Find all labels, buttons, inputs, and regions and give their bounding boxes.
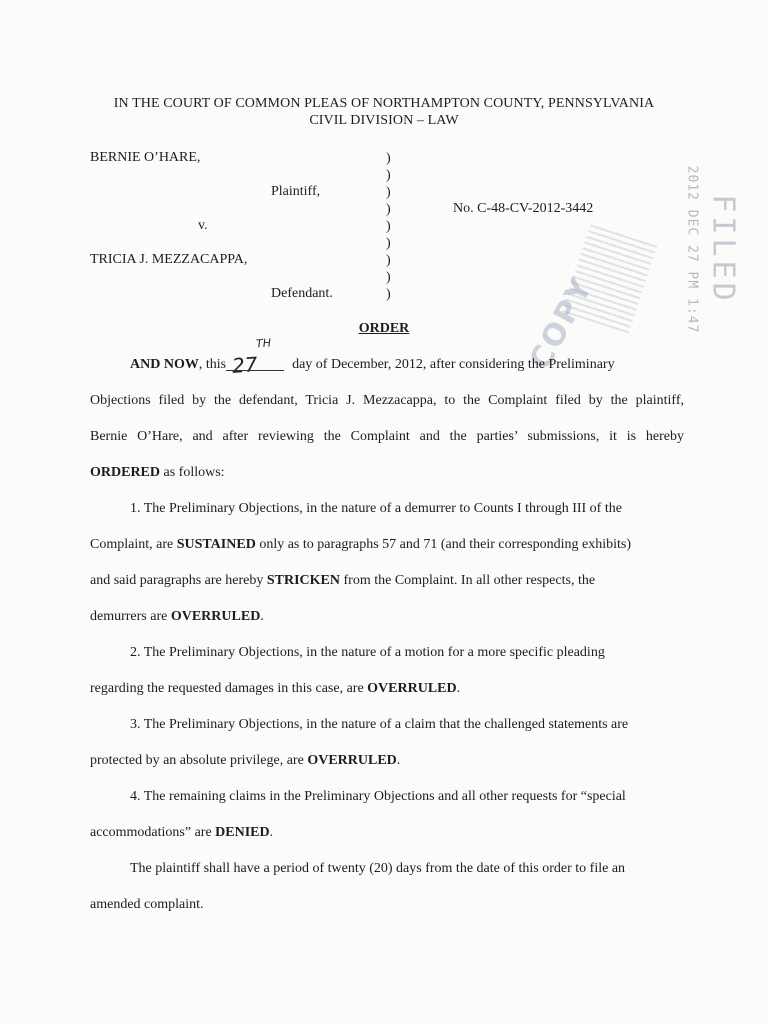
paren: ) [386, 270, 391, 285]
paren: ) [386, 202, 391, 217]
intro-text: day of December, 2012, after considering the Preliminary [292, 357, 615, 372]
plaintiff-role: Plaintiff, [271, 184, 321, 199]
p3-line-2 [90, 753, 684, 769]
p4-text: 4. The remaining claims in the Preliminary Objections and all other requests for “special [130, 789, 626, 804]
paren: ) [386, 168, 391, 183]
and-now-text: AND NOW [130, 357, 199, 372]
p1-line-1 [90, 501, 684, 517]
overruled-text: OVERRULED [307, 753, 397, 768]
paren: ) [386, 236, 391, 251]
p1-line-4 [90, 609, 684, 625]
p2-line-1 [90, 645, 684, 661]
p1-text: Complaint, are [90, 537, 177, 552]
paren: ) [386, 151, 391, 166]
p4-line-2 [90, 825, 684, 841]
p4-text: accommodations” are [90, 825, 216, 840]
defendant-role: Defendant. [271, 286, 333, 301]
closing-line-1 [90, 861, 684, 877]
p1-line-3 [90, 573, 684, 589]
p1-line-2 [90, 537, 684, 553]
p2-text: 2. The Preliminary Objections, in the nature of a motion for a more specific pleading [130, 645, 605, 660]
versus-label: v. [198, 218, 208, 233]
handwritten-day-suffix: TH [255, 336, 272, 351]
court-title: IN THE COURT OF COMMON PLEAS OF NORTHAMPTON COUNTY, PENNSYLVANIA [113, 96, 655, 111]
defendant-name: TRICIA J. MEZZACAPPA, [90, 252, 248, 267]
p1-text: 1. The Preliminary Objections, in the nature of a demurrer to Counts I through III of the [130, 501, 622, 516]
p2-text: . [456, 681, 461, 696]
p1-text: . [260, 609, 264, 624]
ordered-text: ORDERED [90, 465, 161, 480]
sustained-text: SUSTAINED [176, 537, 256, 552]
intro-text: , this [198, 357, 227, 372]
paren: ) [386, 219, 391, 234]
copy-stamp: COPY [522, 271, 601, 376]
p1-text: only as to paragraphs 57 and 71 (and their corresponding exhibits) [255, 537, 631, 552]
plaintiff-name: BERNIE O’HARE, [90, 150, 201, 165]
p2-text: regarding the requested damages in this case, are [90, 681, 368, 696]
order-title: ORDER [358, 321, 410, 336]
caption-parentheses [386, 150, 391, 303]
intro-line-2: Objections filed by the defendant, Tricia J. Mezzacappa, to the Complaint filed by the plaintiff, [90, 393, 684, 408]
intro-line-3: Bernie O’Hare, and after reviewing the Complaint and the parties’ submissions, it is hereby [90, 429, 684, 444]
overruled-text: OVERRULED [170, 609, 261, 624]
filed-stamp: FILED [705, 194, 741, 305]
closing-text: The plaintiff shall have a period of twenty (20) days from the date of this order to file an [130, 861, 626, 876]
intro-text: as follows: [160, 465, 225, 480]
paren: ) [386, 287, 391, 302]
handwritten-day: 27 [231, 352, 259, 378]
p4-text: . [269, 825, 274, 840]
p3-text: protected by an absolute privilege, are [90, 753, 308, 768]
filed-date-stamp: 2012 DEC 27 PM 1:47 [684, 165, 700, 334]
p3-line-1 [90, 717, 684, 733]
denied-text: DENIED [215, 825, 270, 840]
overruled-text: OVERRULED [367, 681, 457, 696]
p1-text: demurrers are [90, 609, 171, 624]
intro-line-4 [90, 465, 684, 481]
closing-line-2: amended complaint. [90, 897, 204, 912]
p2-line-2 [90, 681, 684, 697]
paren: ) [386, 253, 391, 268]
p1-text: and said paragraphs are hereby [90, 573, 267, 588]
intro-line-1 [90, 357, 684, 373]
p4-line-1 [90, 789, 684, 805]
p3-text: . [396, 753, 401, 768]
p1-text: from the Complaint. In all other respects, the [340, 573, 596, 588]
stricken-text: STRICKEN [266, 573, 340, 588]
paren: ) [386, 185, 391, 200]
division-title: CIVIL DIVISION – LAW [309, 113, 459, 128]
case-number: No. C-48-CV-2012-3442 [453, 201, 594, 216]
p3-text: 3. The Preliminary Objections, in the nature of a claim that the challenged statements are [130, 717, 629, 732]
